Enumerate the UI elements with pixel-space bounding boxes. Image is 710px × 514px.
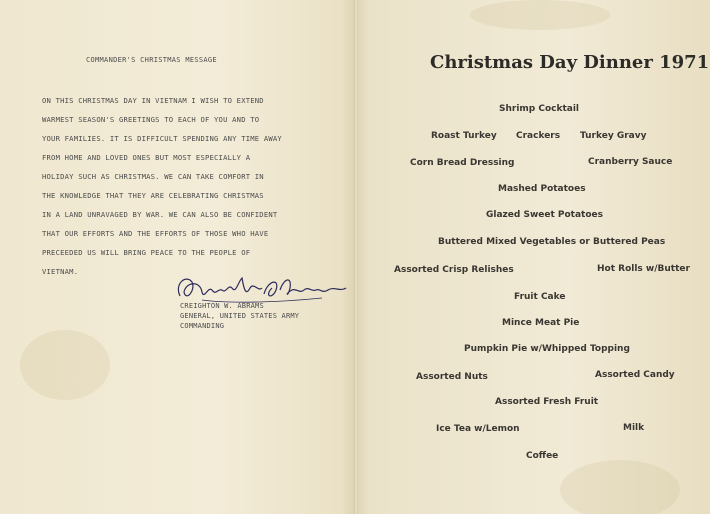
menu-item: Fruit Cake xyxy=(514,292,566,302)
menu-item: Buttered Mixed Vegetables or Buttered Peas xyxy=(438,237,666,247)
menu-item: Mashed Potatoes xyxy=(498,184,586,194)
message-line: VIETNAM. xyxy=(42,267,79,276)
menu-item: Corn Bread Dressing xyxy=(410,158,515,168)
message-line: THAT OUR EFFORTS AND THE EFFORTS OF THOSE WHO HAVE xyxy=(42,229,269,238)
message-line: WARMEST SEASON'S GREETINGS TO EACH OF YOU AND TO xyxy=(42,115,260,124)
menu-item: Assorted Candy xyxy=(595,370,675,380)
signer-title: COMMANDING xyxy=(180,322,225,330)
menu-item: Assorted Fresh Fruit xyxy=(495,397,599,407)
message-line: IN A LAND UNRAVAGED BY WAR. WE CAN ALSO BE CONFIDENT xyxy=(42,210,278,219)
message-line: THE KNOWLEDGE THAT THEY ARE CELEBRATING CHRISTMAS xyxy=(42,191,264,200)
menu-item: Assorted Nuts xyxy=(416,372,488,382)
menu-item: Hot Rolls w/Butter xyxy=(597,264,690,274)
paper-stain xyxy=(470,0,610,30)
message-line: YOUR FAMILIES. IT IS DIFFICULT SPENDING ANY TIME AWAY xyxy=(42,134,282,143)
menu-item: Ice Tea w/Lemon xyxy=(436,424,520,434)
message-heading: COMMANDER'S CHRISTMAS MESSAGE xyxy=(86,56,217,64)
signer-rank: GENERAL, UNITED STATES ARMY xyxy=(180,312,300,320)
menu-item: Assorted Crisp Relishes xyxy=(394,265,514,275)
menu-item: Mince Meat Pie xyxy=(502,318,580,328)
message-line: FROM HOME AND LOVED ONES BUT MOST ESPECIALLY A xyxy=(42,153,251,162)
menu-item: Cranberry Sauce xyxy=(588,157,673,167)
menu-item: Coffee xyxy=(526,451,559,461)
menu-item: Roast Turkey xyxy=(431,131,497,141)
menu-item: Turkey Gravy xyxy=(580,131,647,141)
message-line: HOLIDAY SUCH AS CHRISTMAS. WE CAN TAKE COMFORT IN xyxy=(42,172,264,181)
signer-name: CREIGHTON W. ABRAMS xyxy=(180,302,264,310)
menu-title: Christmas Day Dinner 1971 xyxy=(430,52,710,73)
message-line: ON THIS CHRISTMAS DAY IN VIETNAM I WISH TO EXTEND xyxy=(42,96,264,105)
menu-item: Pumpkin Pie w/Whipped Topping xyxy=(464,344,630,354)
menu-item: Milk xyxy=(623,423,645,433)
paper-stain xyxy=(560,460,680,514)
menu-item: Shrimp Cocktail xyxy=(499,104,580,114)
menu-item: Crackers xyxy=(516,131,561,141)
menu-item: Glazed Sweet Potatoes xyxy=(486,210,604,220)
message-line: PRECEEDED US WILL BRING PEACE TO THE PEOPLE OF xyxy=(42,248,251,257)
